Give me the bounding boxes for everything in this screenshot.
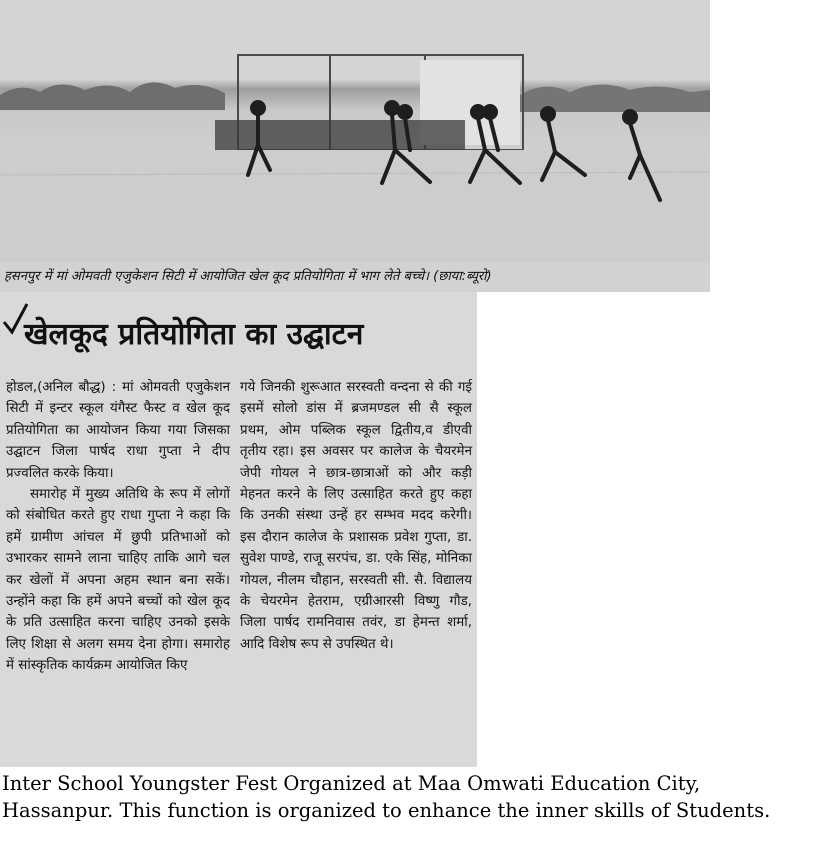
english-caption <box>2 770 812 824</box>
photo-caption: हसनपुर में मां ओमवती एजुकेशन सिटी में आयोजित खेल कूद प्रतियोगिता में भाग लेते बच्चे। (छाया:ब्यूरो) <box>0 262 710 292</box>
article-left-column <box>6 377 230 677</box>
race-photo-illustration <box>0 0 710 262</box>
english-caption-line: Inter School Youngster Fest Organized at Maa Omwati Education City, <box>2 772 701 795</box>
english-caption-line: Hassanpur. This function is organized to enhance the inner skills of Students. <box>2 799 771 822</box>
race-photo <box>0 0 710 262</box>
article-paragraph: समारोह में मुख्य अतिथि के रूप में लोगों को संबोधित करते हुए राधा गुप्ता ने कहा कि हमें ग्रामीण आंचल में छुपी प्रतिभाओं को उभारकर सामने लाना चाहिए ताकि आगे चल कर खेलों में अपना अहम स्थान बना सकें। उन्होंने कहा कि हमें अपने बच्चों को खेल कूद के प्रति उत्साहित करना चाहिए उनको इसके लिए शिक्षा से अलग समय देना होगा। समारोह में सांस्कृतिक कार्यक्रम आयोजित किए <box>6 487 230 674</box>
article-headline: खेलकूद प्रतियोगिता का उद्घाटन <box>24 317 364 352</box>
article-paragraph: गये जिनकी शुरूआत सरस्वती वन्दना से की गई इसमें सोलो डांस में ब्रजमण्डल सी सै स्कूल प्रथम, ओम पब्लिक स्कूल द्वितीय,व डीएवी तृतीय रहा। इस अवसर पर कालेज के चैयरमेन जेपी गोयल ने छात्र-छात्राओं को और कड़ी मेहनत करने के लिए उत्साहित करते हुए कहा कि उनकी संस्था उन्हें हर सम्भव मदद करेगी। इस दौरान कालेज के प्रशासक प्रवेश गुप्ता, डा. सुवेश पाण्डे, राजू सरपंच, डा. एके सिंह, मोनिका गोयल, नीलम चौहान, सरस्वती सी. सै. विद्यालय के चेयरमेन हेतराम, एग्रीआरसी विष्णु गौड, जिला पार्षद रामनिवास तवंर, डा हेमन्त शर्मा, आदि विशेष रूप से उपस्थित थे। <box>240 380 472 652</box>
article-right-column <box>240 377 472 655</box>
article-paragraph: होडल,(अनिल बौद्ध) : मां ओमवती एजुकेशन सिटी में इन्टर स्कूल यंगैस्ट फैस्ट व खेल कूद प्रतियोगिता का आयोजन किया गया जिसका उद्घाटन जिला पार्षद राधा गुप्ता ने दीप प्रज्वलित करके किया। <box>6 380 230 481</box>
